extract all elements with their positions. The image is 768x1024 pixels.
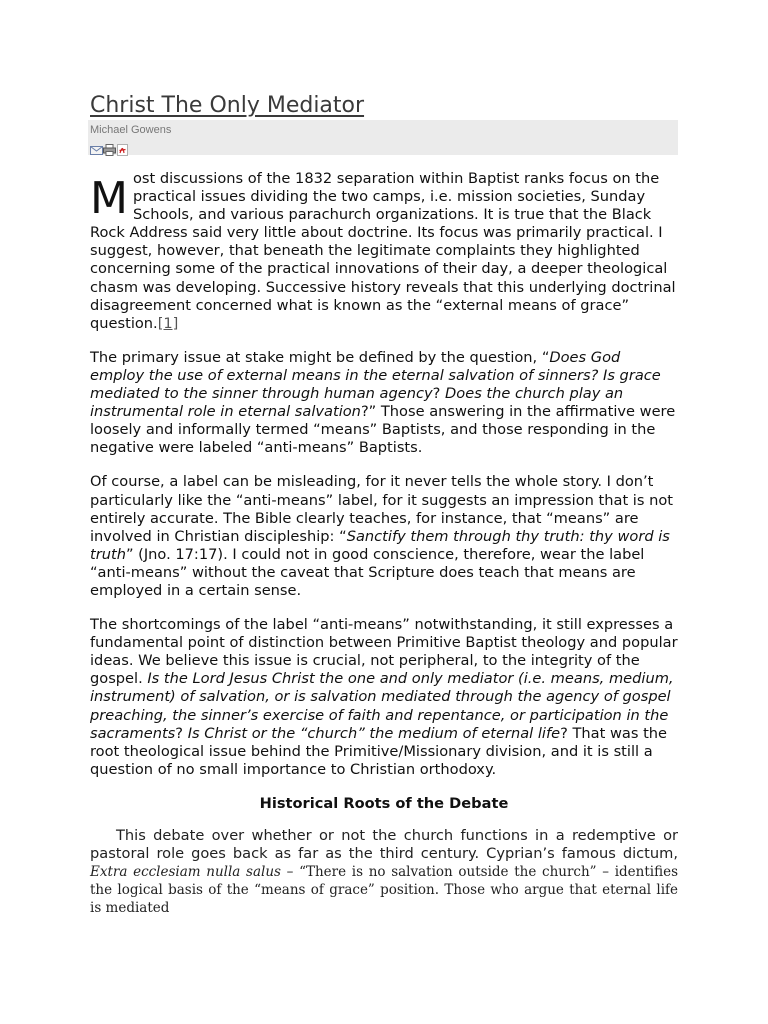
paragraph-shortcomings xyxy=(90,616,678,779)
paragraph-text: Of course, a label can be misleading, for it never tells the whole story. I don’t particularly like the “anti-means” label, for it suggests an impression that is not entirely accurate. The Bible clearly teaches, for instance, that “means” are involved in Christian discipleship: “ xyxy=(90,473,674,545)
paragraph-text: This debate over whether or not the church functions in a redemptive or pastoral role goes back as far as the third century. Cyprian’s famous dictum, xyxy=(90,827,678,863)
latin-phrase: Extra ecclesiam nulla salus xyxy=(90,864,281,881)
section-heading: Historical Roots of the Debate xyxy=(259,794,509,812)
paragraph-text: The shortcomings of the label “anti-means” notwithstanding, it still expresses a fundamental point of distinction between Primitive Baptist theology and popular ideas. We believe this issue is crucial, not peripheral, to the integrity of the gospel. xyxy=(90,616,678,688)
pdf-icon[interactable] xyxy=(116,141,129,153)
print-icon[interactable] xyxy=(103,141,116,153)
email-icon[interactable] xyxy=(90,141,103,153)
italic-question: Does the church play an instrumental role in eternal salvation xyxy=(90,385,624,421)
paragraph-text: ?” Those answering in the affirmative were loosely and informally termed “means” Baptists, and those responding in the negative were labeled “anti-means” Baptists. xyxy=(90,403,676,457)
byline-bar xyxy=(88,120,678,155)
paragraph-historical-roots xyxy=(90,827,678,917)
footnote-link[interactable]: [1] xyxy=(157,314,179,332)
paragraph-label-misleading xyxy=(90,473,678,600)
paragraph-primary-issue xyxy=(90,349,678,458)
article-title[interactable]: Christ The Only Mediator xyxy=(90,93,365,118)
paragraph-text: ost discussions of the 1832 separation within Baptist ranks focus on the practical issues dividing the two camps, i.e. mission societies, Sunday Schools, and various parachurch organizations. It is true that the Black Rock Address said very little about doctrine. Its focus was primarily practical. I suggest, however, that beneath the legitimate complaints they highlighted concerning some of the practical innovations of their day, a deeper theological chasm was developing. Successive history reveals that this underlying doctrinal disagreement concerned what is known as the “external means of grace” question. xyxy=(90,170,676,332)
paragraph-text: ” (Jno. 17:17). I could not in good conscience, therefore, wear the label “anti-means” without the caveat that Scripture does teach that means are employed in a certain sense. xyxy=(90,545,645,599)
paragraph-text: ? xyxy=(432,385,446,403)
paragraph-text: – “There is no salvation outside the church” – identifies the logical basis of the “means of grace” position. Those who argue that eternal life is mediated xyxy=(90,864,678,917)
article-body xyxy=(90,170,678,933)
paragraph-text: ? That was the root theological issue behind the Primitive/Missionary division, and it is still a question of no small importance to Christian orthodoxy. xyxy=(90,724,668,778)
share-icons xyxy=(90,141,129,153)
italic-question: Does God employ the use of external means in the eternal salvation of sinners? Is grace mediated to the sinner through human agency xyxy=(90,348,661,403)
paragraph-text: The primary issue at stake might be defined by the question, “ xyxy=(90,348,550,366)
scripture-quote: Sanctify them through thy truth: thy word is truth xyxy=(90,527,670,563)
italic-question: Is Christ or the “church” the medium of eternal life xyxy=(187,724,561,742)
drop-cap: M xyxy=(90,173,128,224)
author-name: Michael Gowens xyxy=(90,124,172,136)
italic-question: Is the Lord Jesus Christ the one and only mediator (i.e. means, medium, instrument) of salvation, or is salvation mediated through the agency of gospel preaching, the sinner’s exercise of faith and repentance, or participation in the sacraments xyxy=(90,670,674,742)
paragraph-text: ? xyxy=(175,724,188,742)
paragraph-intro xyxy=(90,170,678,333)
